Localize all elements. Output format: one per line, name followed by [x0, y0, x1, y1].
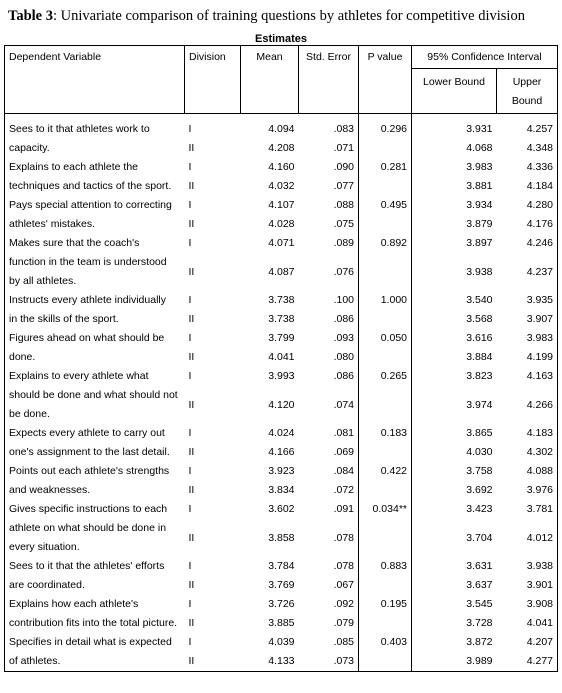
table-row — [5, 576, 558, 595]
lower-bound-cell: 3.983 — [466, 161, 493, 173]
table-row — [5, 633, 558, 652]
division-cell: II — [188, 484, 195, 496]
std-error-cell: .083 — [333, 123, 354, 135]
mean-cell: 4.032 — [268, 180, 295, 192]
table-row — [5, 114, 558, 140]
mean-cell: 4.024 — [268, 427, 295, 439]
upper-bound-cell: 3.901 — [497, 576, 558, 595]
header-upper-bound: Upper Bound — [497, 69, 558, 114]
lower-bound-cell: 3.881 — [466, 180, 493, 192]
std-error-cell: .080 — [333, 351, 354, 363]
division-cell: I — [188, 636, 192, 648]
table-row — [5, 348, 558, 367]
upper-bound-cell: 4.266 — [497, 386, 558, 424]
std-error-cell: .069 — [333, 446, 354, 458]
division-cell: II — [188, 531, 195, 544]
mean-cell: 3.834 — [268, 484, 295, 496]
mean-cell: 4.208 — [268, 142, 295, 154]
mean-cell: 4.071 — [268, 237, 295, 249]
p-value-cell: 0.281 — [359, 158, 412, 177]
dependent-variable-cell: done. — [5, 348, 185, 367]
upper-bound-cell: 4.199 — [497, 348, 558, 367]
lower-bound-cell: 3.884 — [466, 351, 493, 363]
mean-cell: 4.087 — [268, 265, 295, 278]
lower-bound-cell: 3.989 — [412, 652, 497, 672]
mean-cell: 4.094 — [268, 123, 295, 135]
upper-bound-cell: 4.348 — [497, 139, 558, 158]
table-row — [5, 519, 558, 557]
lower-bound-cell: 3.545 — [466, 598, 493, 610]
p-value-cell — [359, 253, 412, 291]
upper-bound-cell: 4.176 — [497, 215, 558, 234]
division-cell: I — [188, 598, 192, 610]
division-cell: I — [188, 503, 192, 515]
std-error-cell: .100 — [333, 294, 354, 306]
division-cell: I — [188, 465, 192, 477]
upper-bound-cell: 4.012 — [497, 519, 558, 557]
table-row — [5, 500, 558, 519]
dependent-variable-cell: contribution fits into the total picture. — [5, 614, 185, 633]
dependent-variable-cell: Explains to each athlete the — [5, 158, 185, 177]
header-division: Division — [185, 46, 241, 114]
dependent-variable-cell: should be done and what should not be done. — [5, 386, 185, 424]
p-value-cell: 0.403 — [359, 633, 412, 652]
std-error-cell: .079 — [333, 617, 354, 629]
division-cell: II — [188, 617, 195, 629]
division-cell: II — [188, 351, 195, 363]
p-value-cell — [359, 386, 412, 424]
std-error-cell: .078 — [333, 531, 354, 544]
lower-bound-cell: 3.616 — [466, 332, 493, 344]
std-error-cell: .072 — [333, 484, 354, 496]
upper-bound-cell: 4.280 — [497, 196, 558, 215]
std-error-cell: .067 — [333, 579, 354, 591]
table-row — [5, 386, 558, 424]
p-value-cell: 0.495 — [359, 196, 412, 215]
table-row — [5, 443, 558, 462]
division-cell: II — [188, 579, 195, 591]
std-error-cell: .075 — [333, 218, 354, 230]
lower-bound-cell: 3.637 — [466, 579, 493, 591]
std-error-cell: .078 — [333, 560, 354, 572]
std-error-cell: .071 — [333, 142, 354, 154]
division-cell: I — [188, 161, 192, 173]
upper-bound-cell: 4.336 — [497, 158, 558, 177]
lower-bound-cell: 3.897 — [466, 237, 493, 249]
lower-bound-cell: 3.704 — [466, 531, 493, 544]
dependent-variable-cell: one's assignment to the last detail. — [5, 443, 185, 462]
mean-cell: 4.160 — [268, 161, 295, 173]
p-value-cell — [359, 481, 412, 500]
mean-cell: 3.923 — [268, 465, 295, 477]
dependent-variable-cell: athletes' mistakes. — [5, 215, 185, 234]
table-row — [5, 329, 558, 348]
std-error-cell: .090 — [333, 161, 354, 173]
lower-bound-cell: 3.974 — [466, 398, 493, 411]
p-value-cell — [359, 652, 412, 672]
mean-cell: 4.028 — [268, 218, 295, 230]
dependent-variable-cell: in the skills of the sport. — [5, 310, 185, 329]
p-value-cell — [359, 614, 412, 633]
std-error-cell: .084 — [333, 465, 354, 477]
header-dependent-variable: Dependent Variable — [5, 46, 185, 114]
upper-bound-cell: 4.163 — [497, 367, 558, 386]
division-cell: I — [188, 332, 192, 344]
dependent-variable-cell: Explains to every athlete what — [5, 367, 185, 386]
dependent-variable-cell: Sees to it that the athletes' efforts — [5, 557, 185, 576]
division-cell: I — [188, 123, 192, 135]
p-value-cell — [359, 348, 412, 367]
mean-cell: 4.039 — [268, 636, 295, 648]
table-row — [5, 424, 558, 443]
table-row — [5, 462, 558, 481]
upper-bound-cell: 4.088 — [497, 462, 558, 481]
division-cell: II — [188, 218, 195, 230]
p-value-cell: 0.892 — [359, 234, 412, 253]
upper-bound-cell: 4.277 — [497, 652, 558, 672]
std-error-cell: .093 — [333, 332, 354, 344]
header-p-value: P value — [359, 46, 412, 114]
mean-cell: 3.799 — [268, 332, 295, 344]
p-value-cell: 0.195 — [359, 595, 412, 614]
table-caption — [8, 8, 525, 25]
mean-cell: 3.885 — [268, 617, 295, 629]
dependent-variable-cell: Expects every athlete to carry out — [5, 424, 185, 443]
std-error-cell: .088 — [333, 199, 354, 211]
lower-bound-cell: 3.758 — [466, 465, 493, 477]
table-row — [5, 310, 558, 329]
mean-cell: 4.120 — [268, 398, 295, 411]
lower-bound-cell: 3.540 — [466, 294, 493, 306]
p-value-cell: 1.000 — [359, 291, 412, 310]
table-row — [5, 595, 558, 614]
table-row — [5, 234, 558, 253]
header-lower-bound: Lower Bound — [412, 69, 497, 114]
upper-bound-cell: 4.302 — [497, 443, 558, 462]
table-row — [5, 481, 558, 500]
table-row — [5, 177, 558, 196]
p-value-cell: 0.422 — [359, 462, 412, 481]
estimates-header: Estimates — [255, 33, 307, 45]
upper-bound-cell: 3.935 — [497, 291, 558, 310]
division-cell: II — [188, 180, 195, 192]
dependent-variable-cell: athlete on what should be done in every situation. — [5, 519, 185, 557]
table-row — [5, 652, 558, 672]
mean-cell: 4.107 — [268, 199, 295, 211]
p-value-cell — [359, 519, 412, 557]
dependent-variable-cell: function in the team is understood by all athletes. — [5, 253, 185, 291]
lower-bound-cell: 3.728 — [466, 617, 493, 629]
upper-bound-cell: 4.184 — [497, 177, 558, 196]
upper-bound-cell: 3.907 — [497, 310, 558, 329]
upper-bound-cell: 4.183 — [497, 424, 558, 443]
dependent-variable-cell: are coordinated. — [5, 576, 185, 595]
lower-bound-cell: 3.631 — [466, 560, 493, 572]
upper-bound-cell: 3.781 — [497, 500, 558, 519]
division-cell: II — [188, 446, 195, 458]
p-value-cell: 0.883 — [359, 557, 412, 576]
upper-bound-cell: 3.976 — [497, 481, 558, 500]
table-row — [5, 196, 558, 215]
mean-cell: 3.858 — [268, 531, 295, 544]
std-error-cell: .073 — [299, 652, 359, 672]
dependent-variable-cell: of athletes. — [5, 652, 185, 672]
table-row — [5, 291, 558, 310]
upper-bound-cell: 4.207 — [497, 633, 558, 652]
mean-cell: 3.993 — [268, 370, 295, 382]
p-value-cell — [359, 443, 412, 462]
dependent-variable-cell: Makes sure that the coach's — [5, 234, 185, 253]
dependent-variable-cell: Explains how each athlete's — [5, 595, 185, 614]
p-value-cell: 0.296 — [359, 114, 412, 140]
p-value-cell — [359, 139, 412, 158]
header-confidence-interval: 95% Confidence Interval — [412, 46, 558, 69]
division-cell: I — [188, 294, 192, 306]
lower-bound-cell: 4.068 — [466, 142, 493, 154]
mean-cell: 3.738 — [268, 294, 295, 306]
dependent-variable-cell: Gives specific instructions to each — [5, 500, 185, 519]
table-row — [5, 215, 558, 234]
lower-bound-cell: 3.934 — [466, 199, 493, 211]
std-error-cell: .086 — [333, 313, 354, 325]
dependent-variable-cell: Points out each athlete's strengths — [5, 462, 185, 481]
std-error-cell: .076 — [333, 265, 354, 278]
mean-cell: 3.769 — [268, 579, 295, 591]
table-title: : Univariate comparison of training questions by athletes for competitive division — [53, 8, 525, 24]
table-label: Table 3 — [8, 8, 53, 24]
p-value-cell — [359, 177, 412, 196]
mean-cell: 3.726 — [268, 598, 295, 610]
table-header — [5, 46, 558, 114]
dependent-variable-cell: Instructs every athlete individually — [5, 291, 185, 310]
mean-cell: 3.602 — [268, 503, 295, 515]
table-body — [5, 114, 558, 672]
upper-bound-cell: 4.246 — [497, 234, 558, 253]
std-error-cell: .085 — [333, 636, 354, 648]
p-value-cell — [359, 576, 412, 595]
lower-bound-cell: 3.568 — [466, 313, 493, 325]
estimates-table — [4, 45, 558, 672]
upper-bound-cell: 3.938 — [497, 557, 558, 576]
lower-bound-cell: 3.823 — [466, 370, 493, 382]
table-row — [5, 614, 558, 633]
p-value-cell: 0.265 — [359, 367, 412, 386]
table-row — [5, 158, 558, 177]
p-value-cell: 0.183 — [359, 424, 412, 443]
mean-cell: 4.166 — [268, 446, 295, 458]
std-error-cell: .081 — [333, 427, 354, 439]
upper-bound-cell: 4.237 — [497, 253, 558, 291]
mean-cell: 4.133 — [241, 652, 299, 672]
lower-bound-cell: 3.931 — [466, 123, 493, 135]
lower-bound-cell: 3.423 — [466, 503, 493, 515]
std-error-cell: .077 — [333, 180, 354, 192]
division-cell: II — [188, 142, 195, 154]
lower-bound-cell: 3.872 — [466, 636, 493, 648]
std-error-cell: .086 — [333, 370, 354, 382]
dependent-variable-cell: capacity. — [5, 139, 185, 158]
division-cell: II — [188, 265, 195, 278]
division-cell: I — [188, 199, 192, 211]
upper-bound-cell: 3.983 — [497, 329, 558, 348]
dependent-variable-cell: Sees to it that athletes work to — [5, 114, 185, 140]
division-cell: I — [188, 237, 192, 249]
std-error-cell: .074 — [333, 398, 354, 411]
lower-bound-cell: 3.692 — [466, 484, 493, 496]
dependent-variable-cell: Pays special attention to correcting — [5, 196, 185, 215]
table-row — [5, 557, 558, 576]
mean-cell: 3.738 — [268, 313, 295, 325]
dependent-variable-cell: and weaknesses. — [5, 481, 185, 500]
lower-bound-cell: 3.879 — [466, 218, 493, 230]
dependent-variable-cell: Specifies in detail what is expected — [5, 633, 185, 652]
division-cell: II — [188, 313, 195, 325]
p-value-cell: 0.050 — [359, 329, 412, 348]
table-row — [5, 253, 558, 291]
p-value-cell: 0.034** — [359, 500, 412, 519]
p-value-cell — [359, 310, 412, 329]
upper-bound-cell: 4.041 — [497, 614, 558, 633]
dependent-variable-cell: techniques and tactics of the sport. — [5, 177, 185, 196]
header-std-error: Std. Error — [299, 46, 359, 114]
lower-bound-cell: 3.865 — [466, 427, 493, 439]
lower-bound-cell: 4.030 — [466, 446, 493, 458]
header-mean: Mean — [241, 46, 299, 114]
upper-bound-cell: 3.908 — [497, 595, 558, 614]
dependent-variable-cell: Figures ahead on what should be — [5, 329, 185, 348]
mean-cell: 3.784 — [268, 560, 295, 572]
division-cell: I — [188, 427, 192, 439]
table-row — [5, 139, 558, 158]
std-error-cell: .089 — [333, 237, 354, 249]
mean-cell: 4.041 — [268, 351, 295, 363]
division-cell: II — [188, 398, 195, 411]
upper-bound-cell: 4.257 — [497, 114, 558, 140]
division-cell: I — [188, 370, 192, 382]
std-error-cell: .092 — [333, 598, 354, 610]
division-cell: I — [188, 560, 192, 572]
std-error-cell: .091 — [333, 503, 354, 515]
division-cell: II — [185, 652, 241, 672]
table-row — [5, 367, 558, 386]
lower-bound-cell: 3.938 — [466, 265, 493, 278]
p-value-cell — [359, 215, 412, 234]
